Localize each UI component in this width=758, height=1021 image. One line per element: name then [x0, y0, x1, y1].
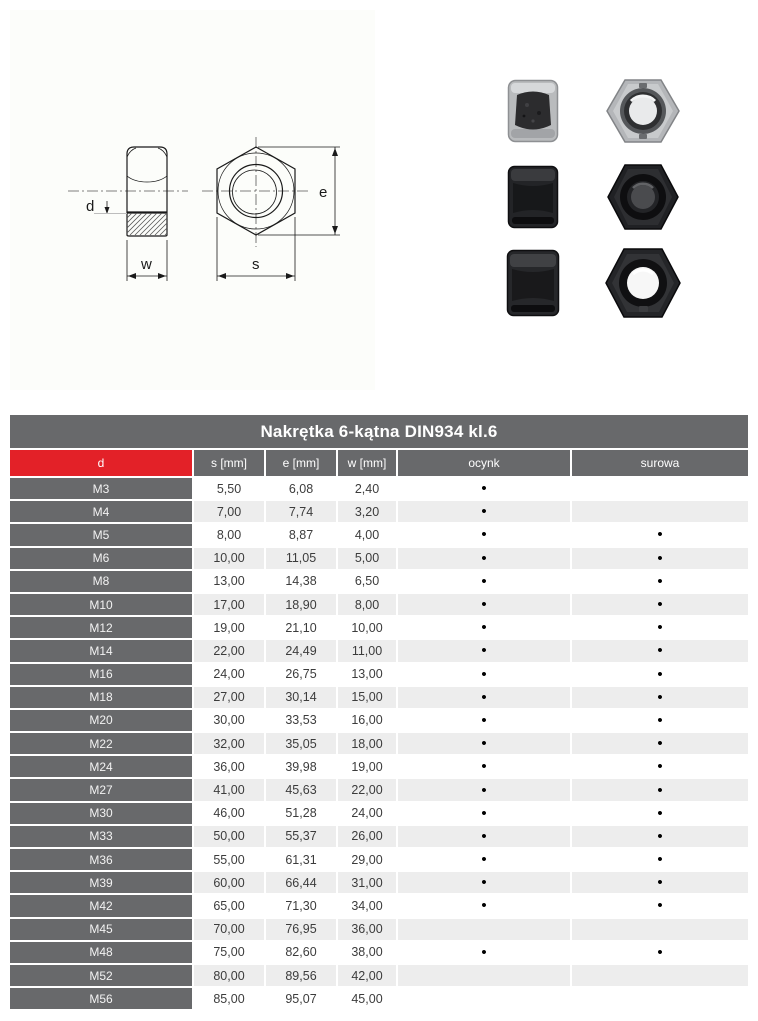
cell-s: 36,00 — [194, 756, 264, 777]
cell-ocynk: • — [398, 687, 570, 708]
cell-s: 8,00 — [194, 524, 264, 545]
cell-size: M56 — [10, 988, 192, 1009]
column-header-d: d — [10, 450, 192, 476]
cell-s: 24,00 — [194, 664, 264, 685]
cell-ocynk: • — [398, 594, 570, 615]
cell-e: 51,28 — [266, 803, 336, 824]
arrow-left-icon — [218, 273, 226, 279]
cell-s: 50,00 — [194, 826, 264, 847]
cell-size: M24 — [10, 756, 192, 777]
column-header-w: w [mm] — [338, 450, 396, 476]
cell-surowa — [572, 478, 748, 499]
dimension-label-d: d — [86, 198, 95, 215]
dimension-label-w: w — [141, 256, 152, 273]
cell-e: 35,05 — [266, 733, 336, 754]
cell-w: 36,00 — [338, 919, 396, 940]
cell-size: M33 — [10, 826, 192, 847]
cell-size: M18 — [10, 687, 192, 708]
cell-e: 7,74 — [266, 501, 336, 522]
cell-e: 30,14 — [266, 687, 336, 708]
cell-surowa: • — [572, 548, 748, 569]
cell-size: M12 — [10, 617, 192, 638]
cell-s: 10,00 — [194, 548, 264, 569]
cell-surowa: • — [572, 895, 748, 916]
cell-ocynk: • — [398, 478, 570, 499]
cell-size: M20 — [10, 710, 192, 731]
cell-size: M10 — [10, 594, 192, 615]
cell-e: 66,44 — [266, 872, 336, 893]
cell-e: 76,95 — [266, 919, 336, 940]
hatch-pattern — [127, 213, 167, 235]
cell-surowa: • — [572, 733, 748, 754]
hex-nut-technical-drawing — [10, 10, 375, 390]
cell-w: 2,40 — [338, 478, 396, 499]
cell-w: 11,00 — [338, 640, 396, 661]
cell-ocynk: • — [398, 524, 570, 545]
cell-size: M36 — [10, 849, 192, 870]
cell-s: 5,50 — [194, 478, 264, 499]
cell-s: 13,00 — [194, 571, 264, 592]
cell-surowa: • — [572, 594, 748, 615]
cell-e: 82,60 — [266, 942, 336, 963]
cell-s: 30,00 — [194, 710, 264, 731]
cell-ocynk: • — [398, 756, 570, 777]
cell-ocynk — [398, 965, 570, 986]
cell-ocynk: • — [398, 710, 570, 731]
cell-surowa: • — [572, 826, 748, 847]
cell-w: 29,00 — [338, 849, 396, 870]
cell-size: M22 — [10, 733, 192, 754]
cell-e: 6,08 — [266, 478, 336, 499]
photo-raw-nut-top — [605, 248, 681, 318]
cell-e: 71,30 — [266, 895, 336, 916]
cell-surowa — [572, 919, 748, 940]
cell-ocynk: • — [398, 942, 570, 963]
nut-side-view — [68, 147, 188, 281]
cell-surowa: • — [572, 849, 748, 870]
cell-ocynk: • — [398, 664, 570, 685]
cell-s: 41,00 — [194, 779, 264, 800]
cell-s: 7,00 — [194, 501, 264, 522]
cell-size: M42 — [10, 895, 192, 916]
cell-w: 45,00 — [338, 988, 396, 1009]
cell-size: M6 — [10, 548, 192, 569]
cell-surowa: • — [572, 687, 748, 708]
cell-ocynk: • — [398, 803, 570, 824]
cell-ocynk: • — [398, 571, 570, 592]
cell-s: 55,00 — [194, 849, 264, 870]
cell-surowa — [572, 501, 748, 522]
cell-e: 95,07 — [266, 988, 336, 1009]
cell-ocynk: • — [398, 501, 570, 522]
photo-raw-nut-side — [506, 249, 560, 317]
cell-size: M39 — [10, 872, 192, 893]
cell-e: 24,49 — [266, 640, 336, 661]
cell-size: M3 — [10, 478, 192, 499]
cell-surowa: • — [572, 942, 748, 963]
cell-ocynk — [398, 919, 570, 940]
arrow-left-icon — [128, 273, 136, 279]
cell-surowa: • — [572, 779, 748, 800]
cell-size: M52 — [10, 965, 192, 986]
cell-s: 22,00 — [194, 640, 264, 661]
cell-surowa — [572, 965, 748, 986]
cell-ocynk: • — [398, 640, 570, 661]
cell-size: M30 — [10, 803, 192, 824]
cell-w: 19,00 — [338, 756, 396, 777]
arrow-down-icon — [332, 226, 338, 234]
cell-ocynk: • — [398, 779, 570, 800]
cell-s: 80,00 — [194, 965, 264, 986]
column-header-surowa: surowa — [572, 450, 748, 476]
cell-e: 14,38 — [266, 571, 336, 592]
cell-size: M48 — [10, 942, 192, 963]
cell-e: 39,98 — [266, 756, 336, 777]
cell-ocynk — [398, 988, 570, 1009]
cell-surowa: • — [572, 664, 748, 685]
cell-e: 11,05 — [266, 548, 336, 569]
cell-w: 34,00 — [338, 895, 396, 916]
cell-surowa — [572, 988, 748, 1009]
dimension-label-s: s — [252, 256, 260, 273]
photo-zinc-nut-side — [507, 79, 559, 143]
cell-w: 18,00 — [338, 733, 396, 754]
dimension-label-e: e — [319, 184, 328, 201]
cell-w: 6,50 — [338, 571, 396, 592]
cell-surowa: • — [572, 756, 748, 777]
arrow-right-icon — [286, 273, 294, 279]
cell-w: 26,00 — [338, 826, 396, 847]
arrow-right-icon — [158, 273, 166, 279]
cell-w: 15,00 — [338, 687, 396, 708]
photo-black-nut-top — [607, 164, 679, 230]
cell-surowa: • — [572, 803, 748, 824]
cell-e: 21,10 — [266, 617, 336, 638]
product-photos — [478, 68, 698, 326]
cell-e: 61,31 — [266, 849, 336, 870]
arrow-down-icon — [105, 207, 110, 214]
cell-size: M4 — [10, 501, 192, 522]
cell-e: 89,56 — [266, 965, 336, 986]
cell-s: 60,00 — [194, 872, 264, 893]
cell-e: 55,37 — [266, 826, 336, 847]
spec-table-section — [10, 415, 748, 1009]
cell-w: 13,00 — [338, 664, 396, 685]
nut-top-view — [202, 137, 340, 281]
cell-size: M5 — [10, 524, 192, 545]
spec-table — [10, 450, 748, 1009]
cell-size: M27 — [10, 779, 192, 800]
cell-e: 45,63 — [266, 779, 336, 800]
cell-w: 8,00 — [338, 594, 396, 615]
cell-size: M8 — [10, 571, 192, 592]
cell-size: M16 — [10, 664, 192, 685]
cell-w: 10,00 — [338, 617, 396, 638]
column-header-e: e [mm] — [266, 450, 336, 476]
cell-ocynk: • — [398, 872, 570, 893]
cell-w: 24,00 — [338, 803, 396, 824]
cell-s: 70,00 — [194, 919, 264, 940]
arrow-up-icon — [332, 148, 338, 156]
column-header-ocynk: ocynk — [398, 450, 570, 476]
photo-zinc-nut-top — [606, 79, 680, 143]
photo-black-nut-side — [507, 165, 559, 229]
cell-s: 85,00 — [194, 988, 264, 1009]
cell-surowa: • — [572, 640, 748, 661]
cell-w: 38,00 — [338, 942, 396, 963]
cell-surowa: • — [572, 617, 748, 638]
cell-ocynk: • — [398, 895, 570, 916]
cell-surowa: • — [572, 710, 748, 731]
cell-w: 31,00 — [338, 872, 396, 893]
cell-surowa: • — [572, 524, 748, 545]
cell-surowa: • — [572, 571, 748, 592]
cell-ocynk: • — [398, 733, 570, 754]
cell-surowa: • — [572, 872, 748, 893]
cell-w: 42,00 — [338, 965, 396, 986]
cell-s: 32,00 — [194, 733, 264, 754]
cell-s: 65,00 — [194, 895, 264, 916]
cell-e: 26,75 — [266, 664, 336, 685]
cell-size: M14 — [10, 640, 192, 661]
cell-s: 46,00 — [194, 803, 264, 824]
cell-s: 27,00 — [194, 687, 264, 708]
cell-e: 8,87 — [266, 524, 336, 545]
cell-ocynk: • — [398, 849, 570, 870]
cell-ocynk: • — [398, 617, 570, 638]
cell-e: 33,53 — [266, 710, 336, 731]
cell-s: 75,00 — [194, 942, 264, 963]
technical-drawing-panel — [10, 10, 375, 390]
cell-w: 5,00 — [338, 548, 396, 569]
cell-s: 17,00 — [194, 594, 264, 615]
cell-size: M45 — [10, 919, 192, 940]
cell-w: 4,00 — [338, 524, 396, 545]
cell-e: 18,90 — [266, 594, 336, 615]
cell-ocynk: • — [398, 826, 570, 847]
cell-ocynk: • — [398, 548, 570, 569]
table-title: Nakrętka 6-kątna DIN934 kl.6 — [10, 415, 748, 448]
column-header-s: s [mm] — [194, 450, 264, 476]
cell-s: 19,00 — [194, 617, 264, 638]
cell-w: 16,00 — [338, 710, 396, 731]
cell-w: 3,20 — [338, 501, 396, 522]
cell-w: 22,00 — [338, 779, 396, 800]
